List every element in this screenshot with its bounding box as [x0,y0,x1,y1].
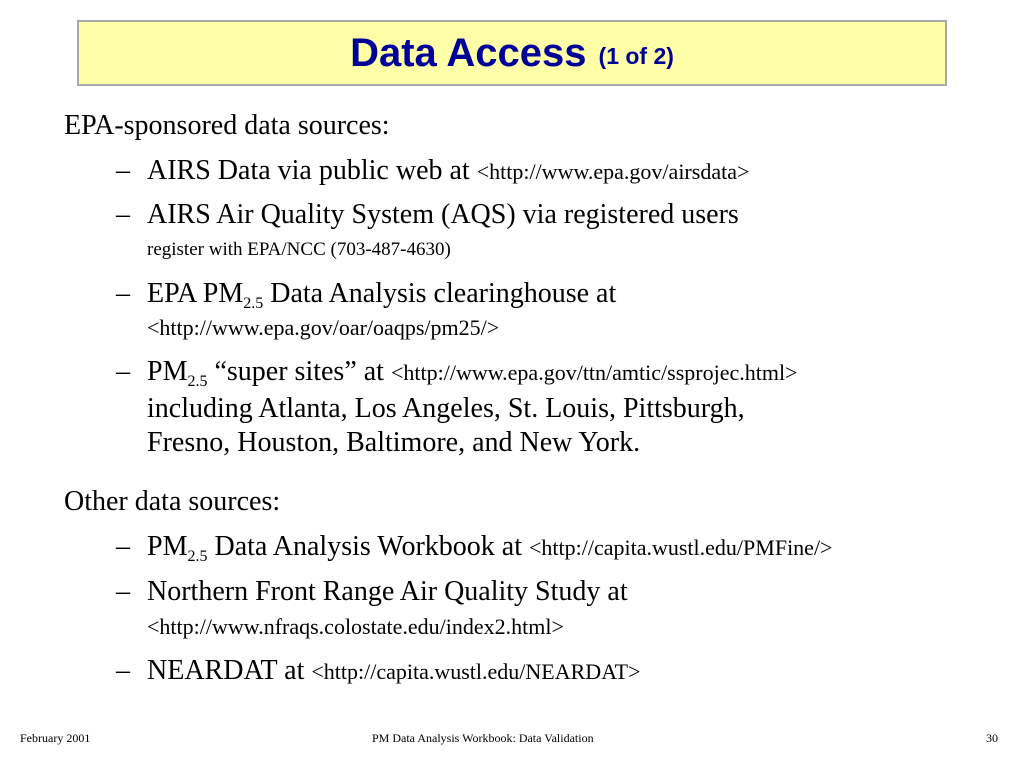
list-item-aqs: AIRS Air Quality System (AQS) via registered users [147,199,739,230]
list-item-workbook: $PM_{2.5}$ Data Analysis Workbook at <http://capita.wustl.edu/PMFine/> [147,531,833,565]
bullet-dash: – [116,199,130,230]
pmfine-link[interactable]: <http://capita.wustl.edu/PMFine/> [529,535,833,560]
bullet-dash: – [116,576,130,607]
slide-title-sub: (1 of 2) [598,42,674,69]
list-item-clearinghouse: EPA $PM_{2.5}$ Data Analysis clearinghouse at [147,278,617,312]
slide-title: Data Access [350,30,587,75]
list-item-super-sites: $PM_{2.5}$ “super sites” at <http://www.epa.gov/ttn/amtic/ssprojec.html> [147,356,798,390]
list-item-airs-data: AIRS Data via public web at <http://www.epa.gov/airsdata> [147,155,750,186]
super-sites-cities-line1: including Atlanta, Los Angeles, St. Louis, Pittsburgh, [147,393,745,424]
airsdata-link[interactable]: <http://www.epa.gov/airsdata> [476,159,750,184]
list-item-nfraqs: Northern Front Range Air Quality Study at [147,576,628,607]
bullet-dash: – [116,278,130,309]
footer-title: PM Data Analysis Workbook: Data Validation [372,731,594,745]
bullet-dash: – [116,356,130,387]
page-number: 30 [986,731,998,745]
super-sites-link[interactable]: <http://www.epa.gov/ttn/amtic/ssprojec.html> [390,360,798,385]
clearinghouse-link[interactable]: <http://www.epa.gov/oar/oaqps/pm25/> [147,315,500,340]
nfraqs-link[interactable]: <http://www.nfraqs.colostate.edu/index2.html> [147,614,564,639]
section-heading-epa: EPA-sponsored data sources: [64,110,390,141]
bullet-dash: – [116,655,130,686]
footer-date: February 2001 [20,731,91,745]
title-box [77,20,947,86]
bullet-dash: – [116,531,130,562]
section-heading-other: Other data sources: [64,486,281,517]
list-item-neardat: NEARDAT at <http://capita.wustl.edu/NEARDAT> [147,655,641,686]
bullet-dash: – [116,155,130,186]
list-item-aqs-note: register with EPA/NCC (703-487-4630) [147,239,451,260]
neardat-link[interactable]: <http://capita.wustl.edu/NEARDAT> [311,659,641,684]
super-sites-cities-line2: Fresno, Houston, Baltimore, and New York. [147,427,641,458]
